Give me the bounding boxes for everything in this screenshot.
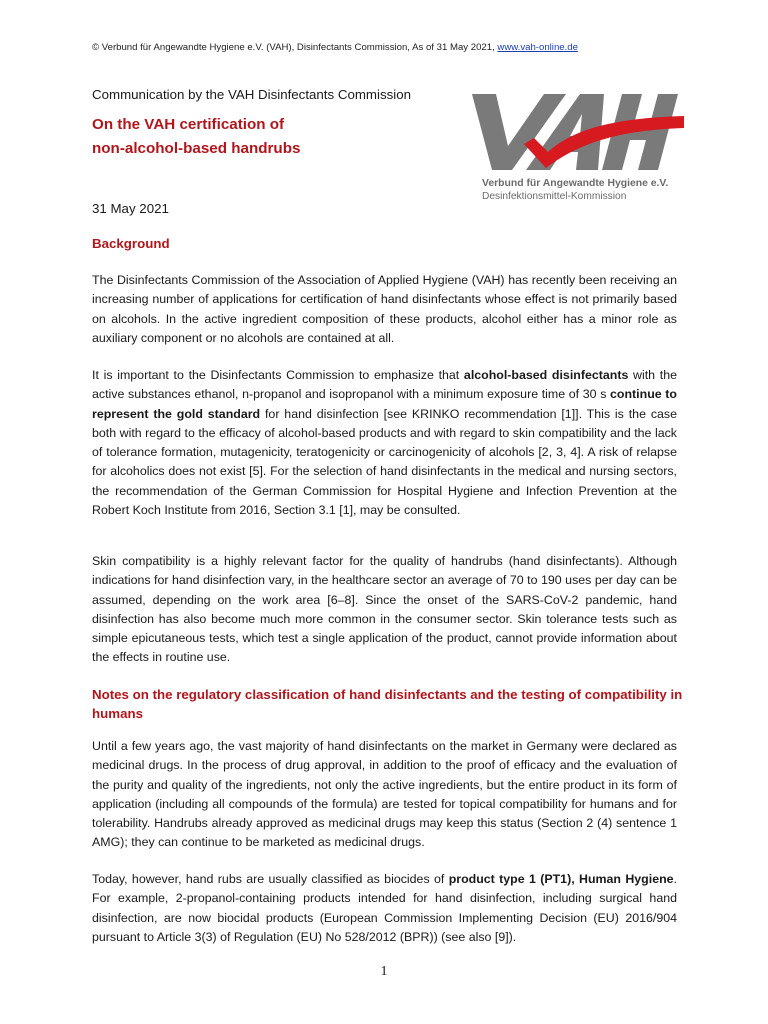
copyright-header (92, 42, 578, 53)
paragraph-text: with the active substances ethanol, n-propanol and isopropanol with a minimum exposure time of 30 s (92, 368, 677, 402)
paragraph-text: It is important to the Disinfectants Commission to emphasize that (92, 368, 464, 382)
section-heading-regulatory-notes: Notes on the regulatory classification of hand disinfectants and the testing of compatibility in humans (92, 687, 683, 721)
paragraph (92, 737, 677, 853)
copyright-text: © Verbund für Angewandte Hygiene e.V. (VAH), Disinfectants Commission, As of 31 May 2021, (92, 42, 498, 53)
paragraph-text: Until a few years ago, the vast majority of hand disinfectants on the market in Germany were declared as medicinal drugs. In the process of drug approval, in addition to the proof of efficacy and the evaluation of the purity and quality of the ingredients, not only the active ingredients, but the entire product in its form of application (including all compounds of the formula) are tested for topical compatibility for humans and for tolerability. Handrubs already approved as medicinal drugs may keep this status (Section 2 (4) sentence 1 AMG); they can continue to be marketed as medicinal drugs. (92, 739, 677, 850)
document-title (92, 113, 300, 161)
paragraph-text: Skin compatibility is a highly relevant factor for the quality of handrubs (hand disinfectants). Although indications for hand disinfection vary, in the healthcare sector an average of 70 to 190 uses per day can be assumed, depending on the work area [6–8]. Since the onset of the SARS-CoV-2 pandemic, hand disinfection has also become much more common in the consumer sector. Skin tolerance tests such as simple epicutaneous tests, which test a single application of the product, cannot provide information about the effects in routine use. (92, 554, 677, 665)
title-line-2: non-alcohol-based handrubs (92, 140, 301, 157)
paragraph (92, 552, 677, 668)
paragraph (92, 366, 677, 520)
page-number: 1 (380, 964, 388, 979)
bold-text: continue to represent the gold standard (92, 387, 677, 421)
section-heading-background: Background (92, 236, 170, 251)
document-date: 31 May 2021 (92, 201, 169, 216)
bold-text: alcohol-based disinfectants (463, 368, 629, 382)
communication-intro: Communication by the VAH Disinfectants Commission (92, 87, 411, 102)
title-line-1: On the VAH certification of (92, 116, 285, 133)
bold-text: product type 1 (PT1), Human Hygiene (448, 872, 674, 886)
paragraph (92, 870, 677, 947)
logo-org-subtitle: Desinfektionsmittel-Kommission (482, 191, 627, 202)
logo-org-name: Verbund für Angewandte Hygiene e.V. (482, 178, 669, 189)
paragraph-text: The Disinfectants Commission of the Association of Applied Hygiene (VAH) has recently been receiving an increasing number of applications for certification of hand disinfectants whose effect is not primarily based on alcohols. In the active ingredient composition of these products, alcohol either has a minor role as auxiliary component or no alcohols are contained at all. (92, 273, 677, 345)
vah-website-link[interactable]: www.vah-online.de (497, 42, 578, 53)
paragraph (92, 271, 677, 348)
paragraph-text: for hand disinfection [see KRINKO recommendation [1]]. This is the case both with regard to the efficacy of alcohol-based products and with regard to skin compatibility and the lack of tolerance formation, mutagenicity, teratogenicity or carcinogenicity of alcohols [2, 3, 4]. A risk of relapse for alcoholics does not exist [5]. For the selection of hand disinfectants in the medical and nursing sectors, the recommendation of the German Commission for Hospital Hygiene and Infection Prevention at the Robert Koch Institute from 2016, Section 3.1 [1], may be consulted. (92, 406, 677, 518)
paragraph-text: Today, however, hand rubs are usually classified as biocides of (92, 872, 449, 886)
paragraph-text: . For example, 2-propanol-containing products intended for hand disinfection, including surgical hand disinfection, are now biocidal products (European Commission Implementing Decision (EU) 2016/904 pursuant to Article 3(3) of Regulation (EU) No 528/2012 (BPR)) (see also [9]). (92, 872, 677, 944)
